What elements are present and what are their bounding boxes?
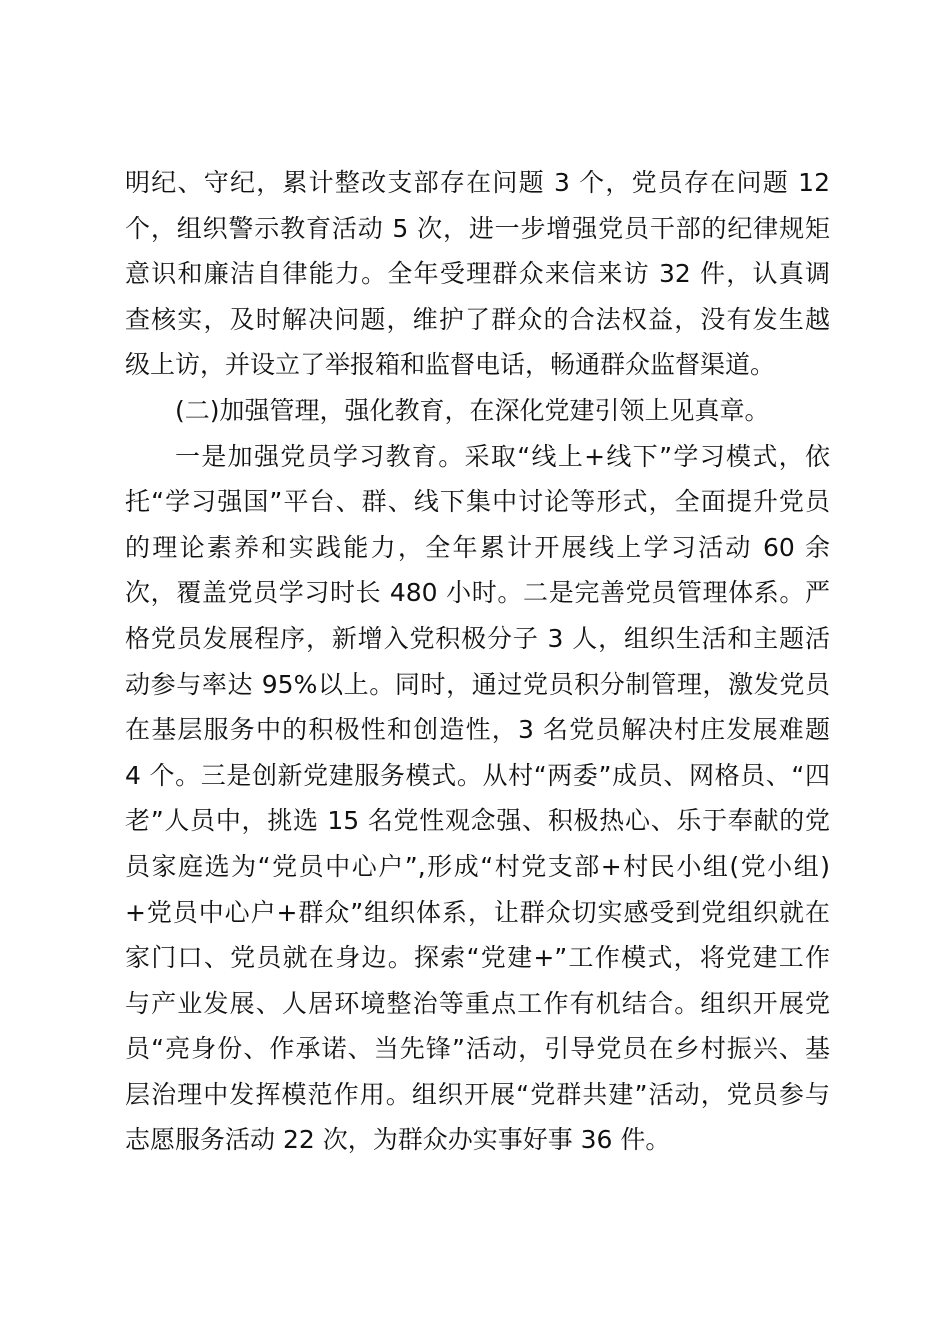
- text-line: 查核实，及时解决问题，维护了群众的合法权益，没有发生越: [125, 304, 830, 334]
- paragraph-management: [125, 434, 830, 1164]
- paragraph-discipline: [125, 160, 830, 388]
- text-line: 4 个。三是创新党建服务模式。从村“两委”成员、网格员、“四: [125, 760, 830, 790]
- text-line: 动参与率达 95%以上。同时，通过党员积分制管理，激发党员: [125, 669, 830, 699]
- text-line: 格党员发展程序，新增入党积极分子 3 人，组织生活和主题活: [125, 623, 830, 653]
- text-line: 与产业发展、人居环境整治等重点工作有机结合。组织开展党: [125, 988, 830, 1018]
- text-line: 志愿服务活动 22 次，为群众办实事好事 36 件。: [125, 1125, 671, 1155]
- text-line: 员“亮身份、作承诺、当先锋”活动，引导党员在乡村振兴、基: [125, 1034, 830, 1064]
- text-line: 个，组织警示教育活动 5 次，进一步增强党员干部的纪律规矩: [125, 213, 830, 243]
- text-line: 的理论素养和实践能力，全年累计开展线上学习活动 60 余: [125, 532, 830, 562]
- text-line: 明纪、守纪，累计整改支部存在问题 3 个，党员存在问题 12: [125, 168, 830, 197]
- text-line: 员家庭选为“党员中心户”,形成“村党支部+村民小组(党小组): [125, 851, 830, 881]
- text-line: +党员中心户+群众”组织体系，让群众切实感受到党组织就在: [125, 897, 830, 927]
- text-line: 层治理中发挥模范作用。组织开展“党群共建”活动，党员参与: [125, 1079, 830, 1109]
- text-line: 次，覆盖党员学习时长 480 小时。二是完善党员管理体系。严: [125, 578, 830, 608]
- text-line: 托“学习强国”平台、群、线下集中讨论等形式，全面提升党员: [125, 487, 830, 517]
- section-heading: [125, 388, 830, 434]
- text-line: 家门口、党员就在身边。探索“党建+”工作模式，将党建工作: [125, 943, 830, 973]
- section-heading-text: (二)加强管理，强化教育，在深化党建引领上见真章。: [175, 395, 770, 425]
- text-line: 一是加强党员学习教育。采取“线上+线下”学习模式，依: [175, 441, 830, 471]
- text-line: 意识和廉洁自律能力。全年受理群众来信来访 32 件，认真调: [125, 259, 830, 289]
- document-body: [125, 160, 830, 1163]
- text-line: 级上访，并设立了举报箱和监督电话，畅通群众监督渠道。: [125, 350, 776, 380]
- text-line: 老”人员中，挑选 15 名党性观念强、积极热心、乐于奉献的党: [125, 806, 830, 836]
- text-line: 在基层服务中的积极性和创造性，3 名党员解决村庄发展难题: [125, 715, 830, 745]
